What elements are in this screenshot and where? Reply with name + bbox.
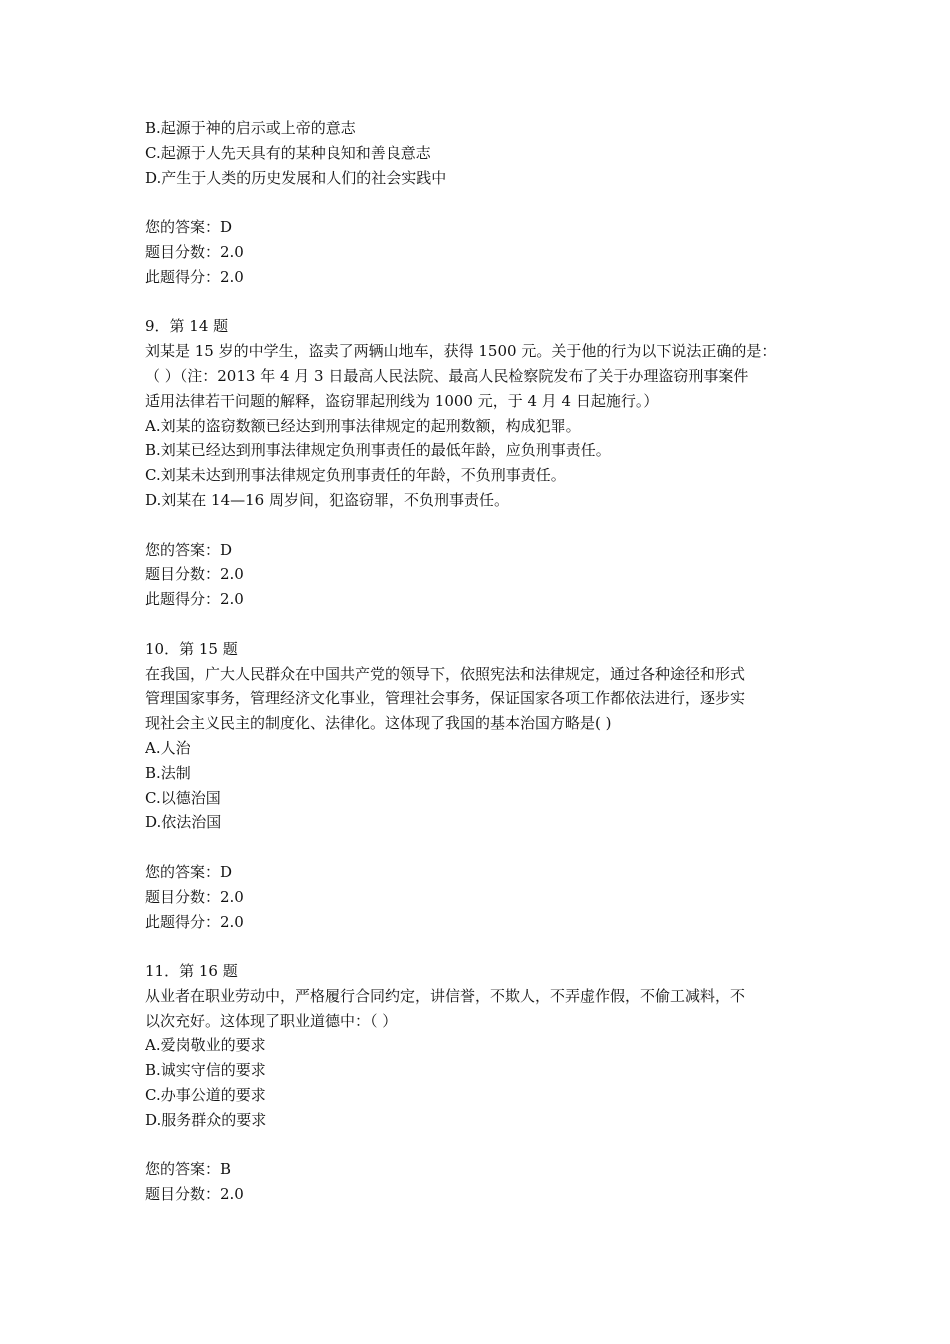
option-b: B.法制 <box>145 763 191 782</box>
option-d: D.依法治国 <box>145 813 222 832</box>
your-answer: 您的答案：D <box>145 540 233 559</box>
your-answer: 您的答案：D <box>145 218 233 237</box>
your-answer: 您的答案：D <box>145 862 233 881</box>
full-score: 题目分数：2.0 <box>145 565 244 584</box>
question-stem-line-3: 适用法律若干问题的解释，盗窃罪起刑线为 1000 元，于 4 月 4 日起施行。） <box>145 391 659 410</box>
got-score: 此题得分：2.0 <box>145 590 244 609</box>
full-score: 题目分数：2.0 <box>145 887 244 906</box>
option-b: B.刘某已经达到刑事法律规定负刑事责任的最低年龄，应负刑事责任。 <box>145 441 611 460</box>
question-9 <box>145 314 810 612</box>
question-stem-line-2: 以次充好。这体现了职业道德中：（ ） <box>145 1011 398 1030</box>
option-b: B.诚实守信的要求 <box>145 1061 266 1080</box>
question-heading: 10．第 15 题 <box>145 639 238 658</box>
question-stem-line-2: （ ）（注：2013 年 4 月 3 日最高人民法院、最高人民检察院发布了关于办理盗窃刑事案件 <box>145 366 749 385</box>
option-d: D.刘某在 14—16 周岁间，犯盗窃罪，不负刑事责任。 <box>145 490 509 509</box>
question-heading: 9．第 14 题 <box>145 317 229 336</box>
option-a: A.刘某的盗窃数额已经达到刑事法律规定的起刑数额，构成犯罪。 <box>145 416 581 435</box>
got-score: 此题得分：2.0 <box>145 912 244 931</box>
option-b: B.起源于神的启示或上帝的意志 <box>145 119 356 137</box>
your-answer: 您的答案：B <box>145 1160 232 1179</box>
option-d: D.服务群众的要求 <box>145 1110 267 1129</box>
question-continuation <box>145 116 810 290</box>
option-c: C.以德治国 <box>145 788 221 807</box>
option-a: A.爱岗敬业的要求 <box>145 1036 266 1055</box>
option-c: C.刘某未达到刑事法律规定负刑事责任的年龄，不负刑事责任。 <box>145 466 566 485</box>
question-stem-line-2: 管理国家事务，管理经济文化事业，管理社会事务，保证国家各项工作都依法进行，逐步实 <box>145 689 746 708</box>
question-heading: 11．第 16 题 <box>145 962 238 981</box>
question-stem-line-3: 现社会主义民主的制度化、法律化。这体现了我国的基本治国方略是( ) <box>145 714 612 733</box>
option-a: A.人治 <box>145 738 191 757</box>
full-score: 题目分数：2.0 <box>145 1185 244 1204</box>
option-c: C.起源于人先天具有的某种良知和善良意志 <box>145 143 431 162</box>
question-stem-line-1: 刘某是 15 岁的中学生，盗卖了两辆山地车，获得 1500 元。关于他的行为以下说法正确的是： <box>145 342 777 361</box>
question-stem-line-1: 在我国，广大人民群众在中国共产党的领导下，依照宪法和法律规定，通过各种途径和形式 <box>145 664 746 683</box>
document-page <box>145 116 810 1207</box>
got-score: 此题得分：2.0 <box>145 267 244 286</box>
option-c: C.办事公道的要求 <box>145 1086 266 1105</box>
question-11 <box>145 959 810 1207</box>
question-stem-line-1: 从业者在职业劳动中，严格履行合同约定，讲信誉，不欺人，不弄虚作假，不偷工减料，不 <box>145 986 746 1005</box>
full-score: 题目分数：2.0 <box>145 242 244 261</box>
question-10 <box>145 637 810 935</box>
option-d: D.产生于人类的历史发展和人们的社会实践中 <box>145 168 447 187</box>
